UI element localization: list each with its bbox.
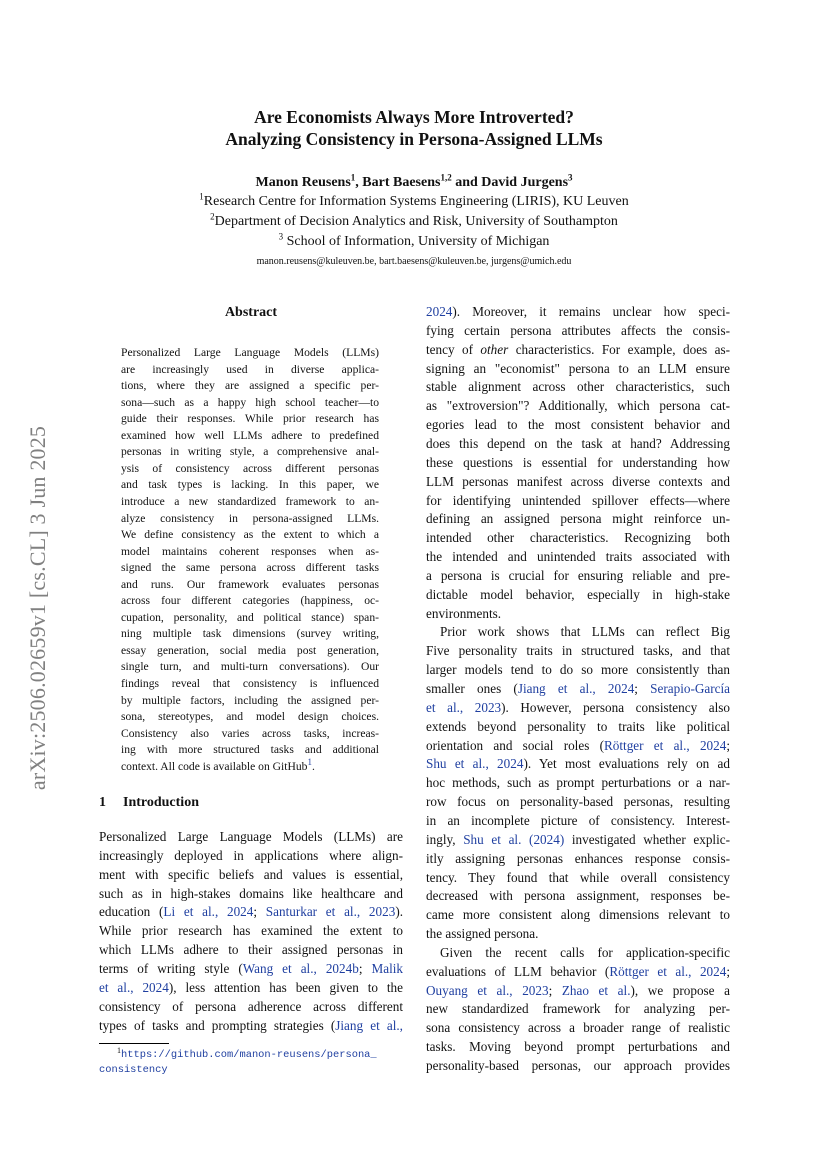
citation-link[interactable]: Jiang et al., (335, 1017, 403, 1033)
citation-link[interactable]: Santurkar et al., 2023 (265, 904, 396, 920)
text-line: ment with specific beliefs and values is essential, (99, 866, 403, 882)
text-line (426, 962, 730, 981)
abstract-last-text: context. All code is available on GitHub (121, 759, 308, 773)
text-span: ; (726, 963, 730, 979)
abstract-line: and runs. Our framework evaluates personas (121, 577, 379, 591)
author-emails: manon.reusens@kuleuven.be, bart.baesens@kuleuven.be, jurgens@umich.edu (256, 256, 572, 267)
text-span: education ( (99, 904, 164, 920)
text-span: investigated whether explic- (564, 831, 731, 847)
citation-link[interactable]: et al., 2024 (99, 979, 169, 995)
author-separator: and (451, 175, 482, 190)
author-list (0, 174, 828, 192)
text-line: row focus on personality-based personas, resulting (426, 794, 730, 810)
text-span: ). However, persona consistency also (501, 699, 730, 715)
emphasis-text: other (480, 341, 509, 357)
text-line: came more consistent along dimensions relevant to (426, 907, 730, 923)
text-line: in an incomplete picture of consistency. Interest- (426, 812, 730, 828)
abstract-line: across four different categories (happiness, oc- (121, 594, 379, 608)
affiliation-2 (0, 213, 828, 231)
footnote-url-part-1[interactable]: https://github.com/manon-reusens/persona_ (121, 1049, 377, 1061)
text-span: ). Moreover, it remains unclear how speci- (452, 304, 730, 319)
abstract-line: sona—such as a happy high school teacher—to (121, 395, 379, 409)
author-name: David Jurgens (481, 175, 569, 190)
text-line: fying certain persona attributes affects the consis- (426, 322, 730, 338)
abstract-line: personas in writing style, a comprehensive anal- (121, 445, 379, 459)
section-heading-introduction (99, 795, 199, 811)
abstract-line: and task types is lacking. In this paper, we (121, 478, 379, 492)
text-line: Five personality traits in structured tasks, and that (426, 643, 730, 659)
text-line (99, 1016, 403, 1035)
author-name: Manon Reusens (255, 175, 351, 190)
section-number: 1 (99, 795, 106, 810)
arxiv-sidebar (22, 374, 54, 842)
citation-link[interactable]: Li et al., 2024 (163, 904, 254, 920)
abstract-line: guide their responses. While prior research has (121, 412, 379, 426)
text-line: Personalized Large Language Models (LLMs) are (99, 829, 403, 844)
text-span: terms of writing style ( (99, 960, 243, 976)
citation-link[interactable]: Shu et al., 2024 (426, 756, 524, 772)
text-line: sona consistency across a broader range of realistic (426, 1020, 730, 1036)
text-line: the assigned persona. (426, 926, 539, 942)
abstract-line: alyze consistency in persona-assigned LLMs. (121, 511, 379, 525)
citation-link[interactable]: et al., 2023 (426, 699, 502, 715)
affil-mark: 2 (210, 211, 215, 222)
text-line: extends beyond personality to traits like political (426, 718, 730, 734)
abstract-line: single turn, and multi-turn conversations). Our (121, 660, 379, 674)
text-line: for identifying unintended spillover effects—where (426, 492, 730, 508)
text-line (426, 302, 730, 321)
text-line: LLM personas manifest across diverse contexts and (426, 473, 730, 489)
author-separator: , (355, 175, 363, 190)
text-line (99, 902, 403, 921)
affil-text: Research Centre for Information Systems Engineering (LIRIS), KU Leuven (203, 194, 629, 209)
citation-link[interactable]: Wang et al., 2024b (242, 960, 359, 976)
text-line: increasingly deployed in applications where align- (99, 847, 403, 863)
abstract-line: findings reveal that consistency is influenced (121, 677, 379, 690)
abstract-heading: Abstract (224, 305, 278, 320)
text-line: does this depend on the task at hand? Addressing (426, 435, 730, 451)
text-line (426, 698, 730, 717)
abstract-line: Personalized Large Language Models (LLMs) (121, 346, 379, 359)
abstract-line: sona, stereotypes, and model design choices. (121, 710, 379, 724)
citation-link[interactable]: Shu et al. (2024) (463, 831, 565, 847)
text-line: Given the recent calls for application-specific (440, 944, 730, 960)
text-line: the intended and unintended traits associated with (426, 549, 730, 565)
abstract-line: ing with more structured tasks and additional (121, 743, 379, 757)
text-line: tency. They found that while overall consistency (426, 869, 730, 885)
citation-link[interactable]: Ouyang et al., 2023 (426, 982, 549, 998)
citation-link[interactable]: 2024 (426, 304, 453, 319)
text-span: types of tasks and prompting strategies ( (99, 1017, 336, 1033)
text-line: intended other characteristics. Recognizing both (426, 530, 730, 546)
abstract-line: cupation, personality, and political stance) span- (121, 610, 379, 624)
text-line (99, 978, 403, 997)
text-span: ). (395, 904, 404, 920)
text-span: ; (358, 960, 372, 976)
text-line: itly assigning personas enhances response consis- (426, 850, 730, 866)
text-line: environments. (426, 605, 502, 621)
text-line: new standardized framework for analyzing per- (426, 1001, 730, 1017)
text-span: ; (253, 904, 266, 920)
affil-mark: 1 (199, 191, 204, 202)
abstract-line: ysis of consistency across different personas (121, 461, 379, 475)
text-span: ), we propose a (630, 982, 730, 998)
affil-text: Department of Decision Analytics and Risk, University of Southampton (214, 214, 618, 229)
abstract-line: by multiple factors, including the assigned per- (121, 693, 379, 707)
text-line: signing an "economist" persona to an LLM ensure (426, 360, 730, 376)
text-line: a persona is crucial for ensuring reliable and pre- (426, 567, 730, 583)
text-line: egories lead to the most consistent behavior and (426, 417, 730, 433)
abstract-line: ning multiple task dimensions (survey writing, (121, 627, 379, 641)
text-line (426, 340, 730, 359)
text-line: Prior work shows that LLMs can reflect Big (440, 624, 730, 640)
text-span: orientation and social roles ( (426, 737, 604, 753)
text-line: While prior research has examined the extent to (99, 923, 403, 939)
text-line (426, 830, 730, 849)
text-line: as "extroversion"? Additionally, which persona cat- (426, 398, 730, 414)
text-span: ; (634, 681, 651, 696)
text-line: hoc methods, such as prompt perturbations or a nar- (426, 775, 730, 791)
text-line (99, 959, 403, 978)
citation-link[interactable]: Zhao et al. (561, 982, 631, 998)
citation-link[interactable]: Jiang et al., 2024 (517, 681, 635, 696)
citation-link[interactable]: Serapio-García (650, 681, 730, 696)
abstract-line (121, 756, 379, 775)
text-line (426, 679, 730, 698)
abstract-line: examined how well LLMs adhere to predefined (121, 428, 379, 442)
text-span: evaluations of LLM behavior ( (426, 963, 610, 979)
text-span: ingly, (426, 831, 464, 847)
text-span: tency of (426, 341, 481, 357)
footnote-mark: 1 (117, 1045, 121, 1055)
abstract-line: essay generation, social media post generation, (121, 643, 379, 657)
text-line: such as in high-stakes domains like healthcare and (99, 885, 403, 901)
section-title: Introduction (123, 795, 199, 810)
abstract-line: model maintains coherent responses when as- (121, 544, 379, 558)
text-span: characteristics. For example, does as- (508, 341, 730, 357)
text-line: larger models tend to do so more consistently than (426, 662, 730, 678)
text-line: consistency of persona adherence across different (99, 998, 403, 1014)
text-span: ), less attention has been given to the (168, 979, 403, 995)
footnote-link[interactable] (99, 1045, 377, 1062)
text-line: these questions is essential for understanding how (426, 454, 730, 470)
text-line: dictable model behavior, especially in high-stake (426, 586, 730, 602)
text-span: ). Yet most evaluations rely on ad (523, 756, 731, 772)
abstract-line: We define consistency as the extent to which a (121, 528, 379, 542)
paper-title-line-1: Are Economists Always More Introverted? (254, 107, 574, 127)
abstract-line: Consistency also varies across tasks, increas- (121, 726, 379, 740)
affil-text: School of Information, University of Michigan (283, 234, 550, 249)
text-span: smaller ones ( (426, 681, 518, 696)
citation-link[interactable]: Röttger et al., 2024 (609, 963, 727, 979)
author-name: Bart Baesens (362, 175, 441, 190)
abstract-line: introduce a new standardized framework to an- (121, 494, 379, 508)
author-affil-mark: 1 (350, 172, 356, 183)
text-span: ; (548, 982, 562, 998)
text-line (426, 736, 730, 755)
citation-link[interactable]: Malik (371, 960, 404, 976)
abstract-line: signed the same persona across different tasks (121, 561, 379, 575)
author-affil-mark: 1,2 (440, 172, 452, 183)
paper-title-line-2: Analyzing Consistency in Persona-Assigned LLMs (225, 129, 603, 149)
footnote-rule (99, 1043, 169, 1044)
text-line: defining an assigned persona might reinforce un- (426, 511, 730, 527)
abstract-line: tions, where they are assigned a specific per- (121, 379, 379, 393)
text-line: personality-based personas, our approach provides (426, 1058, 730, 1073)
citation-link[interactable]: Röttger et al., 2024 (603, 737, 727, 753)
text-line: which LLMs adhere to their assigned personas in (99, 942, 403, 958)
abstract-last-end: . (311, 759, 315, 773)
text-line: stable alignment across other characteristics, such (426, 379, 730, 395)
affiliation-1 (0, 193, 828, 211)
footnote-url-part-2[interactable]: consistency (99, 1064, 168, 1076)
text-line: decreased with persona assignment, responses be- (426, 888, 730, 904)
abstract-line: are increasingly used in diverse applica- (121, 362, 379, 376)
affil-mark: 3 (278, 231, 284, 242)
text-line: tasks. Moving beyond prompt perturbations and (426, 1039, 730, 1055)
text-line (426, 754, 730, 773)
affiliation-3 (0, 233, 828, 251)
footnote-ref[interactable]: 1 (307, 756, 312, 767)
author-affil-mark: 3 (568, 172, 573, 183)
text-line (426, 981, 730, 1000)
arxiv-identifier: arXiv:2506.02659v1 [cs.CL] 3 Jun 2025 (25, 425, 50, 791)
text-span: ; (726, 737, 730, 753)
